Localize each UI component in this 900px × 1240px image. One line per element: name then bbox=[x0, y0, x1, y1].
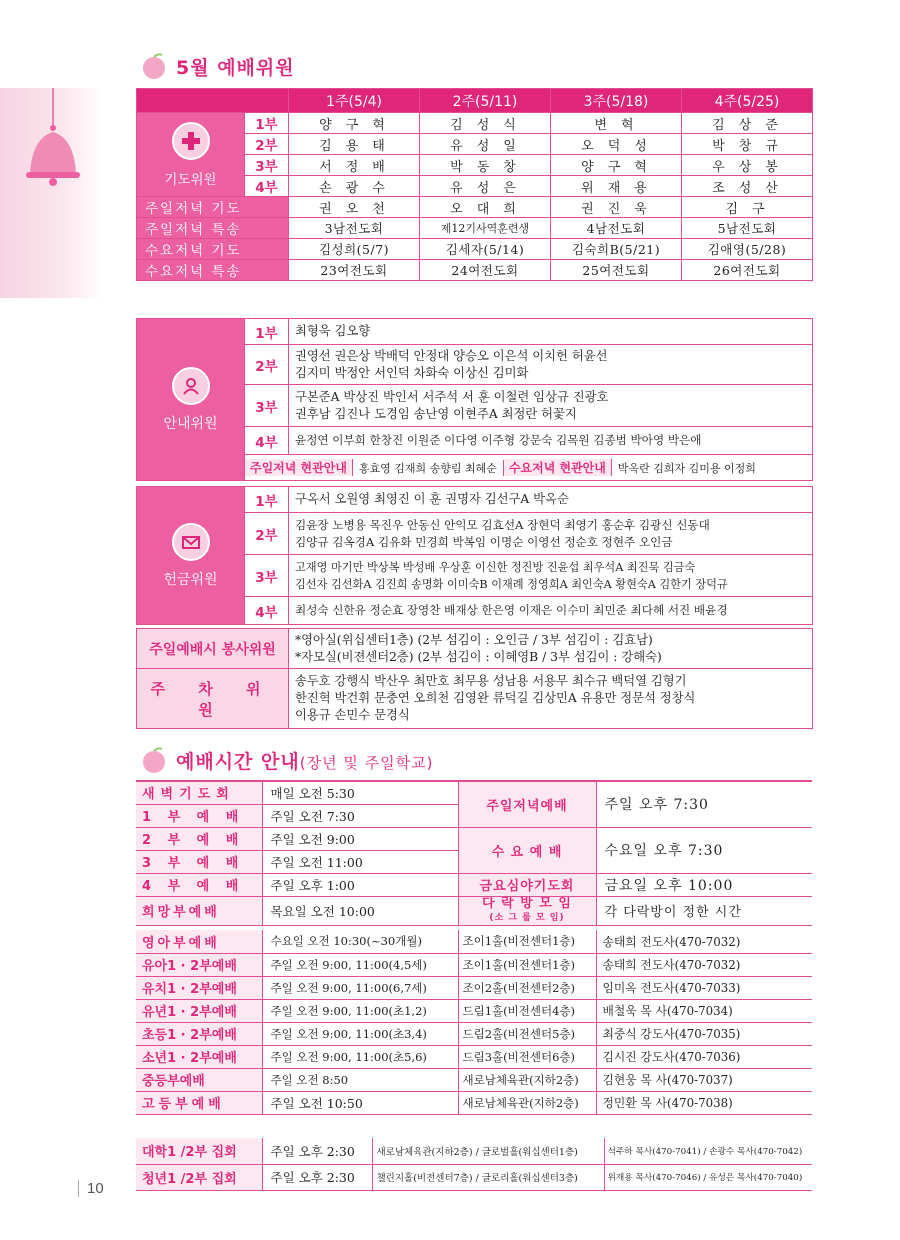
service-time: 주일 오전 11:00 bbox=[262, 850, 458, 873]
page-number: 10 bbox=[78, 1180, 104, 1197]
part-label: 1부 bbox=[245, 113, 289, 134]
gathering-pastor: 석주하 목사(470-7041) / 손광수 목사(470-7042) bbox=[604, 1138, 812, 1164]
name-cell: 조성산 bbox=[682, 176, 813, 197]
gathering-label: 대학1 /2부 집회 bbox=[136, 1138, 262, 1164]
bell-icon bbox=[18, 88, 88, 188]
value-cell: 25여전도회 bbox=[551, 260, 682, 281]
part-label: 1부 bbox=[245, 487, 289, 513]
header-blank bbox=[137, 89, 289, 113]
name-cell: 김용태 bbox=[289, 134, 420, 155]
apple-icon bbox=[140, 746, 168, 774]
name-cell: 위재용 bbox=[551, 176, 682, 197]
part-label: 3부 bbox=[245, 155, 289, 176]
department-place: 새로남체육관(지하2층) bbox=[458, 1091, 596, 1114]
guide-committee-label: 안내위원 bbox=[137, 319, 245, 481]
wed-evening-entrance-names: 박옥란 김희자 김미용 이정희 bbox=[617, 461, 756, 475]
volunteer-label: 주일예배시 봉사위원 bbox=[137, 629, 289, 669]
department-pastor: 임미옥 전도사(470-7033) bbox=[596, 976, 812, 999]
offering-committee-table bbox=[136, 486, 813, 625]
name-cell: 손광수 bbox=[289, 176, 420, 197]
name-cell: 오덕성 bbox=[551, 134, 682, 155]
department-place: 조이2홀(비전센터2층) bbox=[458, 976, 596, 999]
week-header: 3주(5/18) bbox=[551, 89, 682, 113]
member-list: 김윤장 노병용 목진우 안동신 안익모 김효선A 장현덕 최영기 홍순후 김광신 신동대 김양규 김옥경A 김유화 민경희 박복임 이명순 이영선 정순호 정현주 오인금 bbox=[289, 513, 813, 555]
name-cell: 권오천 bbox=[289, 197, 420, 218]
apple-icon bbox=[140, 52, 168, 80]
value-cell: 3남전도회 bbox=[289, 218, 420, 239]
service-label: 2 부 예 배 bbox=[136, 827, 262, 850]
department-label: 중등부예배 bbox=[136, 1068, 262, 1091]
value-cell: 김애영(5/28) bbox=[682, 239, 813, 260]
section-heading-service-times bbox=[140, 746, 433, 774]
service-label: 3 부 예 배 bbox=[136, 850, 262, 873]
person-icon bbox=[172, 367, 210, 405]
evening-row-label: 수요저녁 기도 bbox=[137, 239, 289, 260]
department-pastor: 김현웅 목 사(470-7037) bbox=[596, 1068, 812, 1091]
evening-row-label: 주일저녁 기도 bbox=[137, 197, 289, 218]
service-time: 각 다락방이 정한 시간 bbox=[596, 896, 812, 925]
name-cell: 유성은 bbox=[420, 176, 551, 197]
service-label: 4 부 예 배 bbox=[136, 873, 262, 896]
service-time: 주일 오전 9:00 bbox=[262, 827, 458, 850]
gathering-time: 주일 오후 2:30 bbox=[262, 1138, 372, 1164]
department-pastor: 송태희 전도사(470-7032) bbox=[596, 930, 812, 953]
service-label: 주일저녁예배 bbox=[458, 781, 596, 827]
week-header: 2주(5/11) bbox=[420, 89, 551, 113]
service-label: 수 요 예 배 bbox=[458, 827, 596, 873]
service-time: 수요일 오후 7:30 bbox=[596, 827, 812, 873]
gathering-pastor: 위재용 목사(470-7046) / 유성은 목사(470-7040) bbox=[604, 1164, 812, 1190]
department-pastor: 최중식 강도사(470-7035) bbox=[596, 1022, 812, 1045]
department-time: 수요일 오전 10:30(~30개월) bbox=[262, 930, 458, 953]
department-pastor: 정민환 목 사(470-7038) bbox=[596, 1091, 812, 1114]
department-time: 주일 오전 10:50 bbox=[262, 1091, 458, 1114]
value-cell: 김성희(5/7) bbox=[289, 239, 420, 260]
section-heading-worship-committee bbox=[140, 52, 295, 80]
volunteer-parking-table bbox=[136, 628, 813, 729]
department-time: 주일 오전 9:00, 11:00(6,7세) bbox=[262, 976, 458, 999]
service-times-table bbox=[136, 780, 812, 926]
name-cell: 박동창 bbox=[420, 155, 551, 176]
name-cell: 서정배 bbox=[289, 155, 420, 176]
value-cell: 24여전도회 bbox=[420, 260, 551, 281]
department-label: 유치1 · 2부예배 bbox=[136, 976, 262, 999]
department-time: 주일 오전 9:00, 11:00(초5,6) bbox=[262, 1045, 458, 1068]
entrance-guide-row bbox=[245, 455, 813, 481]
department-place: 드림2홀(비전센터5층) bbox=[458, 1022, 596, 1045]
department-place: 조이1홀(비전센터1층) bbox=[458, 953, 596, 976]
department-time: 주일 오전 8:50 bbox=[262, 1068, 458, 1091]
value-cell: 김숙희B(5/21) bbox=[551, 239, 682, 260]
department-pastor: 송태희 전도사(470-7032) bbox=[596, 953, 812, 976]
name-cell: 김상준 bbox=[682, 113, 813, 134]
department-place: 드림3홀(비전센터6층) bbox=[458, 1045, 596, 1068]
parking-list: 송두호 강행식 박산우 최만호 최무용 성남용 서용무 최수규 백덕열 김형기 한진혁 박건휘 문충연 오희천 김영완 류덕길 김상민A 유용만 정문석 정창식 이용규 손민수 문경식 bbox=[289, 669, 813, 729]
department-time: 목요일 오전 10:00 bbox=[262, 896, 458, 925]
service-time: 주일 오후 7:30 bbox=[596, 781, 812, 827]
name-cell: 권진욱 bbox=[551, 197, 682, 218]
department-place: 조이1홀(비전센터1층) bbox=[458, 930, 596, 953]
parking-label: 주 차 위 원 bbox=[137, 669, 289, 729]
value-cell: 23여전도회 bbox=[289, 260, 420, 281]
department-time: 주일 오전 9:00, 11:00(초1,2) bbox=[262, 999, 458, 1022]
service-time: 금요일 오후 10:00 bbox=[596, 873, 812, 896]
value-cell: 4남전도회 bbox=[551, 218, 682, 239]
name-cell: 박창규 bbox=[682, 134, 813, 155]
member-list: 구옥서 오원영 최영진 이 훈 권명자 김선구A 박옥순 bbox=[289, 487, 813, 513]
section-title: 예배시간 안내(장년 및 주일학교) bbox=[176, 750, 434, 773]
name-cell: 오대희 bbox=[420, 197, 551, 218]
week-header: 4주(5/25) bbox=[682, 89, 813, 113]
gathering-label: 청년1 /2부 집회 bbox=[136, 1164, 262, 1190]
department-times-table bbox=[136, 930, 812, 1115]
medical-cross-icon bbox=[172, 122, 210, 160]
part-label: 4부 bbox=[245, 427, 289, 455]
department-label: 영아부예배 bbox=[136, 930, 262, 953]
prayer-committee-label: 기도위원 bbox=[137, 113, 245, 197]
department-pastor: 김시진 강도사(470-7036) bbox=[596, 1045, 812, 1068]
value-cell: 김세자(5/14) bbox=[420, 239, 551, 260]
gathering-times-table bbox=[136, 1138, 812, 1191]
member-list: 최형욱 김오향 bbox=[289, 319, 813, 345]
service-time: 매일 오전 5:30 bbox=[262, 781, 458, 804]
member-list: 권영선 권은상 박배덕 안정대 양승오 이은석 이치헌 허윤선 김지미 박정안 서인덕 차화숙 이상신 김미화 bbox=[289, 345, 813, 385]
name-cell: 양구혁 bbox=[551, 155, 682, 176]
service-label: 금요심야기도회 bbox=[458, 873, 596, 896]
name-cell: 우상봉 bbox=[682, 155, 813, 176]
value-cell: 제12기사역훈련생 bbox=[420, 218, 551, 239]
evening-row-label: 주일저녁 특송 bbox=[137, 218, 289, 239]
name-cell: 김구 bbox=[682, 197, 813, 218]
part-label: 4부 bbox=[245, 176, 289, 197]
section-title: 5월 예배위원 bbox=[176, 56, 295, 79]
department-label: 유년1 · 2부예배 bbox=[136, 999, 262, 1022]
member-list: 최성숙 신한유 정순효 장영찬 배재상 한은영 이재은 이수미 최민준 최다혜 서진 배윤경 bbox=[289, 597, 813, 625]
volunteer-list: *영아실(위십센터1층) (2부 섬김이 : 오인금 / 3부 섬김이 : 김효남) *자모실(비젼센터2층) (2부 섬김이 : 이혜영B / 3부 섬김이 : 강해숙) bbox=[289, 629, 813, 669]
part-label: 1부 bbox=[245, 319, 289, 345]
member-list: 고재영 마기만 박상복 박성배 우상훈 이신한 정진방 진윤섭 최우석A 최진묵 김금숙 김선자 김선화A 김진희 송명화 이미숙B 이재례 정영희A 최인숙A 황현숙A 김한기 장덕규 bbox=[289, 555, 813, 597]
service-time: 주일 오후 1:00 bbox=[262, 873, 458, 896]
part-label: 2부 bbox=[245, 345, 289, 385]
department-place: 새로남체육관(지하2층) bbox=[458, 1068, 596, 1091]
part-label: 3부 bbox=[245, 385, 289, 427]
wed-evening-entrance-label: 수요저녁 현관안내 bbox=[504, 459, 612, 476]
value-cell: 26여전도회 bbox=[682, 260, 813, 281]
department-time: 주일 오전 9:00, 11:00(초3,4) bbox=[262, 1022, 458, 1045]
department-label: 소년1 · 2부예배 bbox=[136, 1045, 262, 1068]
service-label: 다 락 방 모 임 (소 그 룹 모 임) bbox=[458, 896, 596, 925]
gathering-place: 챌린지홀(비전센터7층) / 글로리홀(워십센터3층) bbox=[372, 1164, 604, 1190]
week-header: 1주(5/4) bbox=[289, 89, 420, 113]
department-label: 고등부예배 bbox=[136, 1091, 262, 1114]
gathering-place: 새로남체육관(지하2층) / 글로벌홀(워십센터1층) bbox=[372, 1138, 604, 1164]
envelope-icon bbox=[172, 523, 210, 561]
guide-committee-table bbox=[136, 318, 813, 481]
service-label: 1 부 예 배 bbox=[136, 804, 262, 827]
evening-row-label: 수요저녁 특송 bbox=[137, 260, 289, 281]
member-list: 구본준A 박상진 박인서 서주석 서 훈 이철련 임상규 진광호 권후남 김진나 도경임 송난영 이현주A 최정란 허꽃지 bbox=[289, 385, 813, 427]
part-label: 2부 bbox=[245, 134, 289, 155]
value-cell: 5남전도회 bbox=[682, 218, 813, 239]
part-label: 4부 bbox=[245, 597, 289, 625]
offering-committee-label: 헌금위원 bbox=[137, 487, 245, 625]
name-cell: 김성식 bbox=[420, 113, 551, 134]
bell-decoration bbox=[0, 88, 104, 298]
part-label: 3부 bbox=[245, 555, 289, 597]
service-time: 주일 오전 7:30 bbox=[262, 804, 458, 827]
department-label: 희망부예배 bbox=[136, 896, 262, 925]
member-list: 윤정연 이부희 한창진 이원준 이다영 이주형 강문숙 김목원 김종범 박아영 박은애 bbox=[289, 427, 813, 455]
worship-committee-table bbox=[136, 88, 813, 281]
part-label: 2부 bbox=[245, 513, 289, 555]
name-cell: 유성일 bbox=[420, 134, 551, 155]
department-pastor: 배철욱 목 사(470-7034) bbox=[596, 999, 812, 1022]
name-cell: 양구혁 bbox=[289, 113, 420, 134]
department-label: 초등1 · 2부예배 bbox=[136, 1022, 262, 1045]
department-time: 주일 오전 9:00, 11:00(4,5세) bbox=[262, 953, 458, 976]
gathering-time: 주일 오후 2:30 bbox=[262, 1164, 372, 1190]
department-label: 유아1 · 2부예배 bbox=[136, 953, 262, 976]
sunday-evening-entrance-label: 주일저녁 현관안내 bbox=[245, 459, 353, 476]
name-cell: 변혁 bbox=[551, 113, 682, 134]
service-label: 새벽기도회 bbox=[136, 781, 262, 804]
department-place: 드림1홀(비전센터4층) bbox=[458, 999, 596, 1022]
sunday-evening-entrance-names: 홍효영 김재희 송향림 최혜순 bbox=[353, 460, 504, 476]
